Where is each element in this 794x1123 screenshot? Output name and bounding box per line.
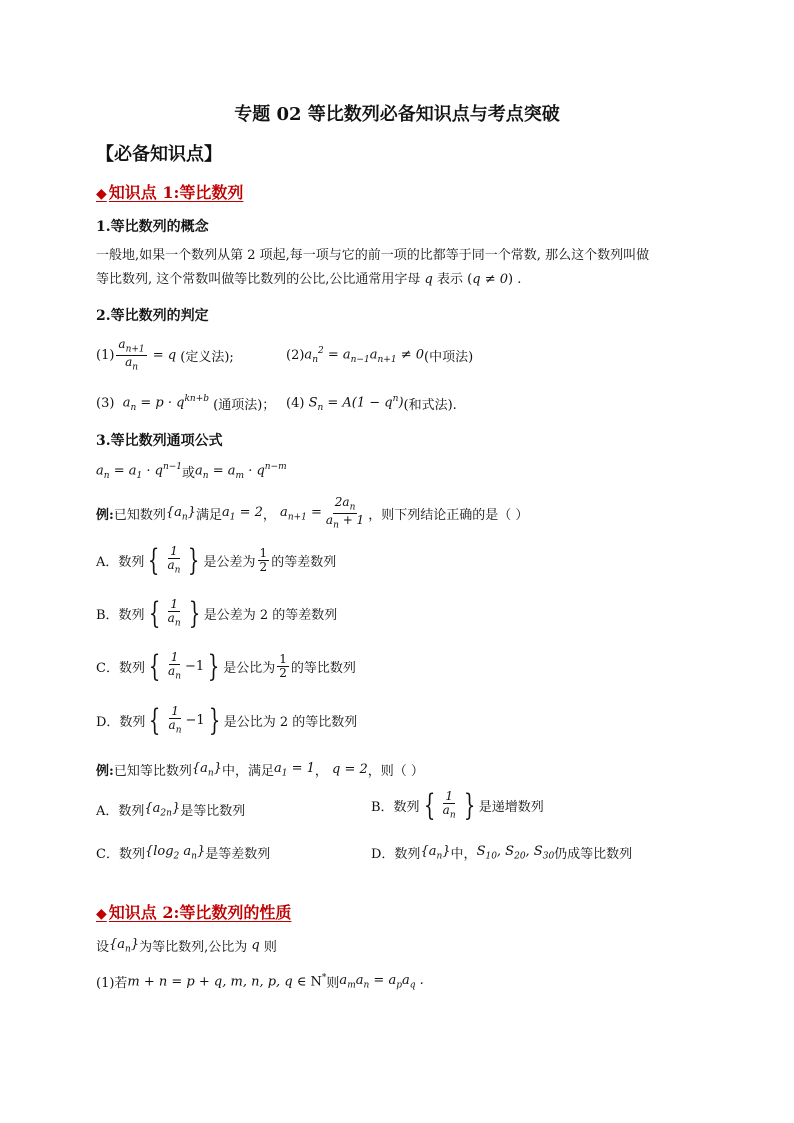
- concept-line-2: 等比数列, 这个常数叫做等比数列的公比,公比通常用字母 q 表示 (q ≠ 0) .: [96, 272, 522, 287]
- general-formula: $a_n = a_1 \cdot q^{n-1}$ 或 $a_n = a_m \cdot q^{n-m}$: [96, 462, 287, 481]
- kp1-heading-text: 知识点 1:等比数列: [108, 183, 244, 202]
- knowledge-point-2-heading: [96, 900, 291, 923]
- general-formula-heading: 3.等比数列通项公式: [96, 433, 223, 449]
- diamond-icon: ◆: [96, 186, 107, 202]
- example-1-question: 例: 已知数列 $\{a_n\}$ 满足 $a_1 = 2$ ， $a_{n+1}$ = $\frac{2a_n}{a_n + 1}$ ，则下列结论正确的是（ ）: [96, 495, 529, 531]
- concept-heading: 1.等比数列的概念: [96, 219, 209, 235]
- ratio-fraction: $\frac{a_{n+1}}{a_n}$: [118, 337, 145, 373]
- example-2-option-c: C．数列 {$\log_2$ $a_n$} 是等差数列: [96, 843, 271, 862]
- kp2-intro: 设 $\{a_n\}$ 为等比数列,公比为 q 则: [96, 936, 277, 955]
- kp2-heading-text: 知识点 2:等比数列的性质: [108, 903, 292, 922]
- example-1-option-c: C．数列 { $\frac{1}{a_n}$ −1 } 是公比为 $\frac{1}{2}$ 的等比数列: [96, 648, 356, 684]
- kp2-property-1: (1)若 m + n = p + q, m, n, p, q ∈ N* 则 $a_ma_n = a_pa_q$ .: [96, 972, 424, 991]
- judge-method-3: (3) $a_n = p \cdot q^{kn+b}$ (通项法)；: [96, 394, 276, 413]
- example-1-option-d: D．数列 { $\frac{1}{a_n}$ −1 } 是公比为 2 的等比数列: [96, 702, 358, 738]
- judge-method-4: (4) $S_n = A(1 - q^n)$ (和式法).: [286, 394, 457, 413]
- page-title: 专题 02 等比数列必备知识点与考点突破: [234, 104, 560, 125]
- knowledge-point-1-heading: [96, 180, 243, 203]
- judge-method-2: (2) $a_n^2 = a_{n-1}a_{n+1} \ne 0$ (中项法): [286, 346, 474, 365]
- judge-method-1: (1) $\frac{a_{n+1}}{a_n}$ = q (定义法);: [96, 337, 234, 373]
- example-2-question: 例: 已知等比数列 $\{a_n\}$ 中，满足 $a_1 = 1$ ， q = 2 ，则（ ）: [96, 760, 424, 779]
- diamond-icon: ◆: [96, 906, 107, 922]
- example-2-option-d: D．数列 $\{a_n\}$ 中， $S_{10}$, $S_{20}$, $S_{30}$ 仍成等比数列: [371, 843, 633, 862]
- example-1-option-a: A．数列 { $\frac{1}{a_n}$ } 是公差为 $\frac{1}{2}$ 的等差数列: [96, 542, 337, 578]
- judge-heading: 2.等比数列的判定: [96, 308, 209, 324]
- example-2-option-b: B．数列 { $\frac{1}{a_n}$ } 是递增数列: [371, 787, 544, 823]
- example-2-option-a: A．数列 $\{a_{2n}\}$ 是等比数列: [96, 800, 246, 819]
- concept-paragraph: [96, 244, 706, 292]
- section-heading: 【必备知识点】: [96, 144, 222, 165]
- example-1-option-b: B．数列 { $\frac{1}{a_n}$ } 是公差为 2 的等差数列: [96, 595, 338, 631]
- concept-line-1: 一般地,如果一个数列从第 2 项起,每一项与它的前一项的比都等于同一个常数, 那么这个数列叫做: [96, 248, 650, 263]
